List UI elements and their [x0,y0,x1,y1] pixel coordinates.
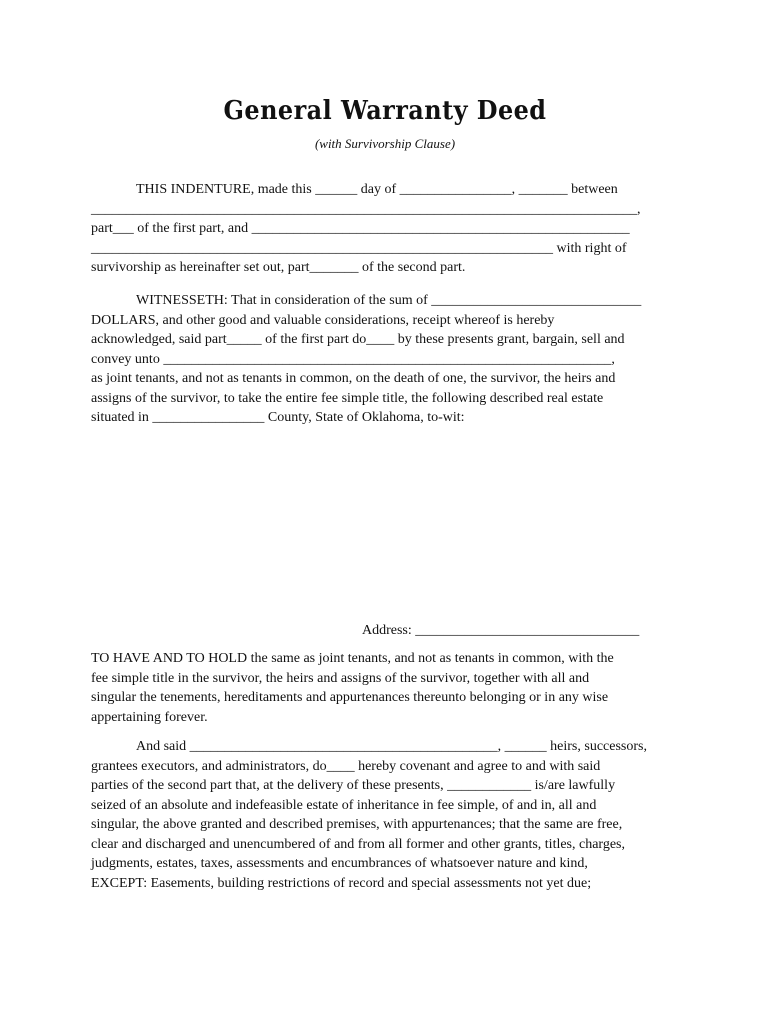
paragraph-line: ______________________________________________________________________________, [91,201,641,217]
paragraph-line: situated in ________________ County, State of Oklahoma, to-wit: [91,410,465,425]
paragraph-line: grantees executors, and administrators, do____ hereby covenant and agree to and with said [91,758,601,774]
indenture-paragraph [91,180,671,278]
paragraph-line: singular the tenements, hereditaments and appurtenances thereunto belonging or in any wise [91,690,609,705]
paragraph-line: parties of the second part that, at the delivery of these presents, ____________ is/are lawfully [91,778,616,793]
covenant-paragraph [91,737,671,893]
paragraph-line: part___ of the first part, and ______________________________________________________ [91,221,630,236]
address-line: Address: ________________________________ [362,623,640,638]
paragraph-line: THIS INDENTURE, made this ______ day of ________________, _______ between [136,182,618,197]
paragraph-line: judgments, estates, taxes, assessments and encumbrances of whatsoever nature and kind, [91,856,588,871]
paragraph-line: singular, the above granted and described premises, with appurtenances; that the same are free, [91,817,623,832]
paragraph-line: survivorship as hereinafter set out, part_______ of the second part. [91,260,466,275]
paragraph-line: __________________________________________________________________ with right of [91,240,627,256]
paragraph-line: TO HAVE AND TO HOLD the same as joint tenants, and not as tenants in common, with the [91,651,614,666]
paragraph-line: acknowledged, said part_____ of the first part do____ by these presents grant, bargain, sell and [91,332,625,347]
paragraph-line: clear and discharged and unencumbered of and from all former and other grants, titles, charges, [91,836,626,852]
paragraph-line: as joint tenants, and not as tenants in common, on the death of one, the survivor, the heirs and [91,371,616,386]
document-title: General Warranty Deed [223,96,547,126]
to-have-paragraph [91,649,671,727]
paragraph-line: WITNESSETH: That in consideration of the sum of ______________________________ [136,293,642,308]
paragraph-line: And said ____________________________________________, ______ heirs, successors, [136,739,647,754]
paragraph-line: fee simple title in the survivor, the heirs and assigns of the survivor, together with all and [91,670,590,686]
paragraph-line: assigns of the survivor, to take the entire fee simple title, the following described real estate [91,390,604,406]
paragraph-line: EXCEPT: Easements, building restrictions of record and special assessments not yet due; [91,875,592,891]
witnesseth-paragraph [91,291,671,428]
paragraph-line: convey unto ________________________________________________________________, [91,351,615,367]
document-subtitle: (with Survivorship Clause) [314,136,456,151]
paragraph-line: appertaining forever. [91,709,208,725]
paragraph-line: DOLLARS, and other good and valuable considerations, receipt whereof is hereby [91,312,555,328]
paragraph-line: seized of an absolute and indefeasible estate of inheritance in fee simple, of and in, all and [91,797,597,813]
